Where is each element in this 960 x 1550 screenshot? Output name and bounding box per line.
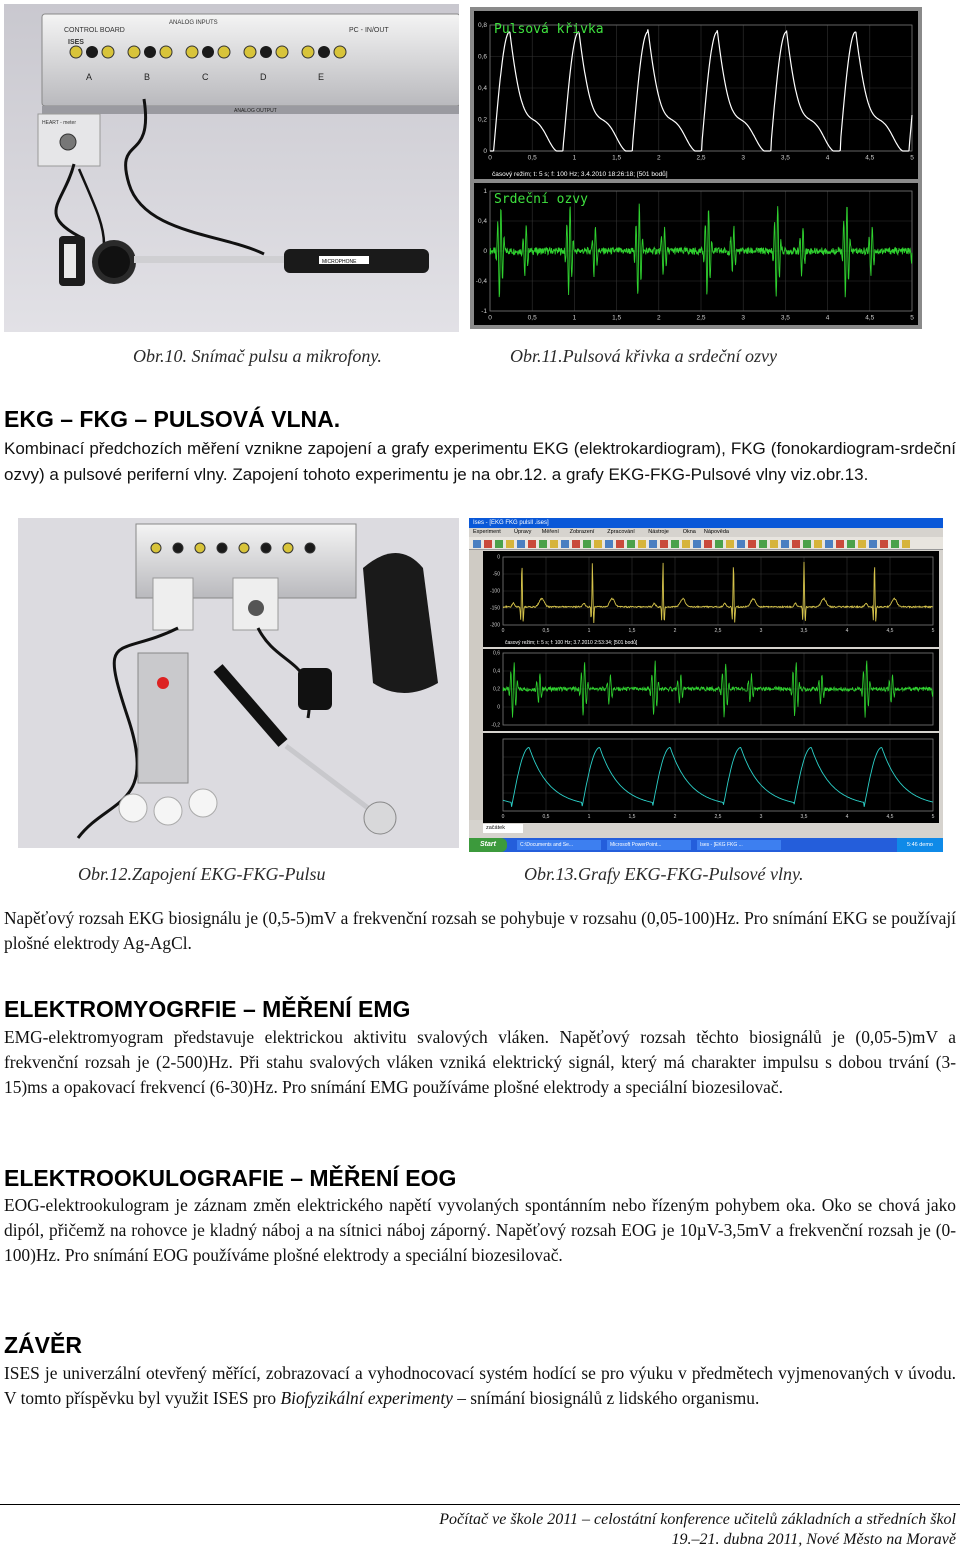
input-label: C: [202, 72, 209, 82]
y-tick-label: -0,2: [491, 722, 500, 729]
menu-item[interactable]: Měření: [541, 529, 559, 535]
toolbar-button[interactable]: [473, 540, 481, 548]
input-socket: [283, 543, 293, 553]
fkg-plot: [483, 649, 939, 731]
x-tick-label: 2: [673, 628, 677, 634]
figure-10-caption: Obr.10. Snímač pulsu a mikrofony.: [133, 346, 382, 366]
footer-line-1: Počítač ve škole 2011 – celostátní konference učitelů základních a středních škol: [439, 1511, 956, 1528]
zaver-text-1: ISES je univerzální otevřený měřící, zobrazovací a vyhodnocovací systém hodící se pro výuku v předmětech vyjmenovaných v úvodu. V tomto příspěvku byl využit ISES pro: [4, 1363, 956, 1408]
menu-item[interactable]: Nápověda: [703, 529, 729, 535]
pulse-plot: [474, 11, 918, 179]
toolbar-button[interactable]: [781, 540, 789, 548]
input-socket-yellow: [334, 46, 346, 58]
x-tick-label: 3,5: [780, 314, 790, 322]
y-tick-label: -100: [489, 588, 500, 595]
y-tick-label: 0,2: [493, 686, 500, 693]
zaver-text-2: – snímání biosignálů z lidského organismu.: [452, 1388, 760, 1408]
x-tick-label: 1: [572, 154, 577, 162]
app-side-icons: [469, 550, 483, 820]
plot-title: Pulsová křivka: [494, 22, 604, 37]
y-tick-label: 0,4: [493, 668, 500, 675]
toolbar-button[interactable]: [627, 540, 635, 548]
toolbar-button[interactable]: [792, 540, 800, 548]
meter-label: HEART - meter: [42, 120, 76, 126]
app-window-title: Ises - [EKG FKG pulsll .ises]: [473, 520, 549, 526]
x-tick-label: 0: [488, 154, 492, 162]
x-tick-label: 2,5: [714, 814, 722, 820]
y-tick-label: 0: [483, 148, 487, 156]
input-socket-yellow: [128, 46, 140, 58]
emg-paragraph: EMG-elektromyogram představuje elektrickou aktivitu svalových vláken. Napěťový rozsah těchto biosignálů je (0,05-5)mV a frekvenční rozsah je (2-500)Hz. Při stahu svalových vláken vzniká elektrický signál, který má charakter impulsu s dobou trvání (3-15)ms a opakovací frekvencí (6-30)Hz. Pro snímání EMG používáme plošné elektrody a speciální biozesilovač.: [4, 1027, 956, 1097]
x-tick-label: 0,5: [542, 814, 550, 820]
y-tick-label: -200: [489, 622, 500, 629]
y-tick-label: 0,4: [477, 85, 487, 93]
toolbar-button[interactable]: [858, 540, 866, 548]
clock-label: 5:46 demo: [907, 842, 933, 848]
toolbar-button[interactable]: [649, 540, 657, 548]
toolbar-button[interactable]: [671, 540, 679, 548]
input-socket-yellow: [218, 46, 230, 58]
heart-sound-plot: [474, 183, 918, 325]
ekg-range-paragraph: Napěťový rozsah EKG biosignálu je (0,5-5)mV a frekvenční rozsah se pohybuje v rozsahu (0,05-100)Hz. Pro snímání EKG se používají plošné elektrody Ag-AgCl.: [4, 908, 956, 953]
eog-paragraph: EOG-elektrookulogram je záznam změn elektrického napětí vyvolaných spontánním nebo řízeným pohybem oka. Oko se chová jako dipól, přičemž na rohovce je kladný náboj a na sítnici náboj záporný. Napěťový rozsah EOG je 10µV-3,5mV a frekvenční rozsah je (0-100)Hz. Pro snímání EOG používáme plošné elektrody a speciální biozesilovač.: [4, 1195, 956, 1265]
x-tick-label: 0: [488, 314, 492, 322]
app-menubar: [469, 528, 943, 537]
x-tick-label: 3: [741, 314, 746, 322]
input-socket-black: [86, 46, 98, 58]
input-socket-black: [260, 46, 272, 58]
x-tick-label: 4: [825, 314, 830, 322]
y-tick-label: -0,4: [475, 278, 487, 286]
toolbar-button[interactable]: [880, 540, 888, 548]
footer: [156, 1510, 956, 1550]
x-tick-label: 3: [741, 154, 746, 162]
x-tick-label: 5: [931, 814, 935, 820]
zaver-paragraph: [4, 1361, 956, 1411]
menu-item[interactable]: Experiment: [473, 529, 501, 535]
analog-output-label: ANALOG OUTPUT: [234, 108, 277, 114]
toolbar-button[interactable]: [495, 540, 503, 548]
toolbar-button[interactable]: [737, 540, 745, 548]
taskbar-item[interactable]: Ises - [EKG FKG ...: [697, 840, 781, 850]
y-tick-label: 0,6: [477, 53, 487, 61]
input-socket-yellow: [186, 46, 198, 58]
input-socket-yellow: [160, 46, 172, 58]
input-socket: [217, 543, 227, 553]
input-socket: [173, 543, 183, 553]
taskbar-item[interactable]: C:\Documents and Se...: [517, 840, 601, 850]
input-label: D: [260, 72, 267, 82]
x-tick-label: 2: [656, 154, 661, 162]
input-socket-yellow: [70, 46, 82, 58]
heading-emg: ELEKTROMYOGRFIE – MĚŘENÍ EMG: [4, 996, 411, 1022]
taskbar: [469, 838, 943, 852]
input-socket-black: [318, 46, 330, 58]
input-label: A: [86, 72, 93, 82]
y-tick-label: 0,4: [477, 218, 487, 226]
input-socket-yellow: [102, 46, 114, 58]
start-label: Start: [480, 841, 496, 848]
x-tick-label: 2: [656, 314, 661, 322]
x-tick-label: 5: [910, 154, 914, 162]
x-tick-label: 1: [572, 314, 577, 322]
heading-eog: ELEKTROOKULOGRAFIE – MĚŘENÍ EOG: [4, 1165, 457, 1191]
x-tick-label: 2,5: [696, 154, 706, 162]
toolbar-button[interactable]: [660, 540, 668, 548]
x-tick-label: 4,5: [886, 814, 894, 820]
x-tick-label: 5: [931, 628, 935, 634]
toolbar-button[interactable]: [506, 540, 514, 548]
input-socket-black: [144, 46, 156, 58]
y-tick-label: -50: [492, 571, 500, 578]
toolbar-button[interactable]: [572, 540, 580, 548]
toolbar-button[interactable]: [836, 540, 844, 548]
pulse-wave-plot: [483, 733, 939, 823]
toolbar-button[interactable]: [484, 540, 492, 548]
menu-item[interactable]: Okna: [682, 529, 696, 535]
menu-item[interactable]: Úpravy: [514, 529, 532, 535]
x-tick-label: 0: [501, 814, 505, 820]
footer-rule: [0, 1504, 960, 1505]
input-socket: [305, 543, 315, 553]
toolbar-button[interactable]: [825, 540, 833, 548]
toolbar-button[interactable]: [693, 540, 701, 548]
heading-zaver: ZÁVĚR: [4, 1332, 82, 1358]
analog-inputs-label: ANALOG INPUTS: [169, 20, 218, 26]
x-tick-label: 4: [825, 154, 830, 162]
x-tick-label: 1,5: [612, 154, 622, 162]
y-tick-label: 0: [497, 554, 500, 561]
toolbar-button[interactable]: [902, 540, 910, 548]
ekg-plot: [483, 551, 939, 647]
taskbar-clock: [897, 838, 943, 852]
board-label: CONTROL BOARD: [64, 27, 125, 34]
toolbar-button[interactable]: [891, 540, 899, 548]
toolbar-button[interactable]: [715, 540, 723, 548]
x-tick-label: 1,5: [628, 814, 636, 820]
x-tick-label: 4: [845, 814, 849, 820]
taskbar-item[interactable]: Microsoft PowerPoint...: [607, 840, 691, 850]
figure-12-photo: [18, 518, 459, 848]
x-tick-label: 3,5: [780, 154, 790, 162]
x-tick-label: 3: [759, 814, 763, 820]
input-socket-yellow: [302, 46, 314, 58]
input-label: B: [144, 72, 151, 82]
toolbar-button[interactable]: [528, 540, 536, 548]
toolbar-button[interactable]: [726, 540, 734, 548]
toolbar-button[interactable]: [550, 540, 558, 548]
input-socket-black: [202, 46, 214, 58]
plot-status: časový režim; t: 5 s; f: 100 Hz; 3.7.2010 2:53:34; [501 bodů]: [505, 640, 638, 646]
brand-label: ISES: [68, 39, 84, 46]
toolbar-button[interactable]: [605, 540, 613, 548]
figure-10-photo: [4, 4, 459, 332]
y-tick-label: -150: [489, 605, 500, 612]
y-tick-label: 0: [497, 704, 500, 711]
figure-12-caption: Obr.12.Zapojení EKG-FKG-Pulsu: [78, 864, 326, 884]
input-socket: [261, 543, 271, 553]
toolbar-button[interactable]: [748, 540, 756, 548]
x-tick-label: 1: [587, 628, 591, 634]
input-socket: [239, 543, 249, 553]
toolbar-button[interactable]: [803, 540, 811, 548]
toolbar-button[interactable]: [759, 540, 767, 548]
zaver-text-italic: Biofyzikální experimenty: [280, 1388, 453, 1408]
app-tab-label: začátek: [486, 825, 505, 831]
x-tick-label: 0,5: [542, 628, 550, 634]
toolbar-button[interactable]: [682, 540, 690, 548]
y-tick-label: 0: [483, 248, 487, 256]
x-tick-label: 4,5: [865, 154, 875, 162]
toolbar-button[interactable]: [583, 540, 591, 548]
x-tick-label: 3,5: [800, 628, 808, 634]
mic-label: MICROPHONE: [322, 259, 357, 265]
toolbar-button[interactable]: [561, 540, 569, 548]
menu-item[interactable]: Zpracování: [607, 529, 635, 535]
input-socket: [195, 543, 205, 553]
heading-ekg: EKG – FKG – PULSOVÁ VLNA.: [4, 406, 341, 432]
figure-11-caption: Obr.11.Pulsová křivka a srdeční ozvy: [510, 346, 777, 366]
y-tick-label: 0,6: [493, 650, 500, 657]
y-tick-label: -1: [481, 308, 487, 316]
figure-11: [470, 7, 922, 329]
input-label: E: [318, 72, 325, 82]
y-tick-label: 0,8: [477, 22, 487, 30]
x-tick-label: 4: [845, 628, 849, 634]
x-tick-label: 4,5: [865, 314, 875, 322]
plot-status: časový režim; t: 5 s; f: 100 Hz; 3.4.2010 18:26:18; [501 bodů]: [492, 171, 668, 178]
app-toolbar: [469, 537, 943, 550]
x-tick-label: 4,5: [886, 628, 894, 634]
footer-line-2: 19.–21. dubna 2011, Nové Město na Moravě: [671, 1531, 956, 1548]
toolbar-button[interactable]: [704, 540, 712, 548]
x-tick-label: 1,5: [628, 628, 636, 634]
app-tab[interactable]: [483, 824, 523, 833]
y-tick-label: 1: [483, 188, 487, 196]
x-tick-label: 1: [587, 814, 591, 820]
x-tick-label: 0: [501, 628, 505, 634]
input-socket-yellow: [276, 46, 288, 58]
y-tick-label: 0,2: [477, 116, 487, 124]
figure-13-caption: Obr.13.Grafy EKG-FKG-Pulsové vlny.: [524, 864, 804, 884]
menu-item[interactable]: Nástroje: [648, 529, 669, 535]
x-tick-label: 3,5: [800, 814, 808, 820]
input-socket-yellow: [244, 46, 256, 58]
x-tick-label: 1,5: [612, 314, 622, 322]
pc-label: PC - IN/OUT: [349, 27, 389, 34]
figure-13-screenshot: [469, 518, 943, 852]
toolbar-button[interactable]: [770, 540, 778, 548]
x-tick-label: 2,5: [696, 314, 706, 322]
x-tick-label: 0,5: [527, 154, 537, 162]
toolbar-button[interactable]: [638, 540, 646, 548]
ekg-paragraph: Kombinací předchozích měření vznikne zapojení a grafy experimentu EKG (elektrokardiogram), FKG (fonokardiogram-srdeční ozvy) a pulsové periferní vlny. Zapojení tohoto experimentu je na obr.12. a grafy EKG-FKG-Pulsové vlny viz.obr.13.: [4, 439, 956, 484]
input-socket: [151, 543, 161, 553]
toolbar-button[interactable]: [616, 540, 624, 548]
x-tick-label: 2,5: [714, 628, 722, 634]
plot-title: Srdeční ozvy: [494, 192, 588, 207]
toolbar-button[interactable]: [517, 540, 525, 548]
start-button[interactable]: [469, 838, 507, 852]
app-titlebar: [469, 518, 943, 528]
toolbar-button[interactable]: [814, 540, 822, 548]
x-tick-label: 0,5: [527, 314, 537, 322]
toolbar-button[interactable]: [847, 540, 855, 548]
toolbar-button[interactable]: [539, 540, 547, 548]
menu-item[interactable]: Zobrazení: [569, 529, 595, 535]
toolbar-button[interactable]: [594, 540, 602, 548]
x-tick-label: 2: [673, 814, 677, 820]
toolbar-button[interactable]: [869, 540, 877, 548]
x-tick-label: 3: [759, 628, 763, 634]
x-tick-label: 5: [910, 314, 914, 322]
